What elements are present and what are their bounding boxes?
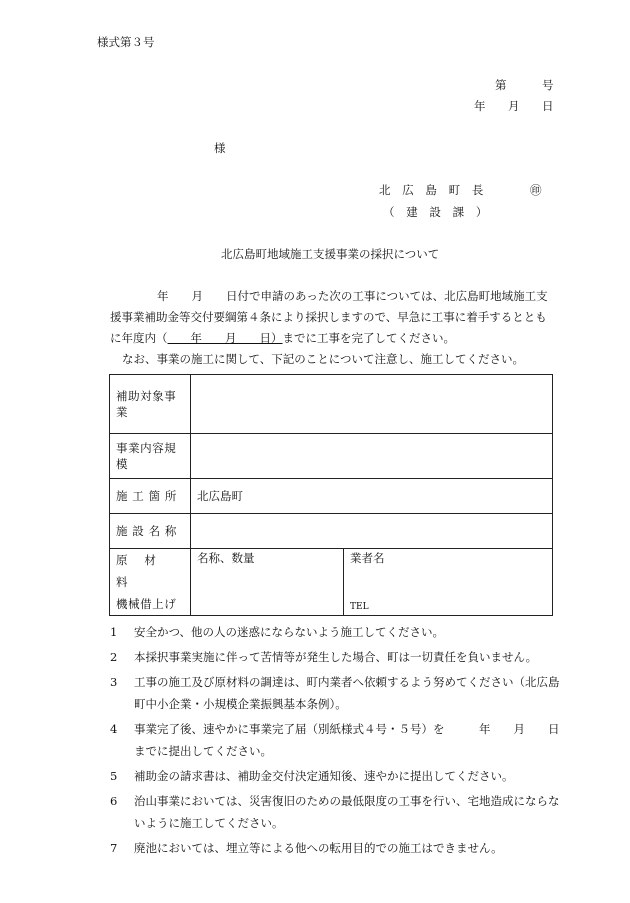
seal-mark: ㊞ (530, 183, 542, 197)
date-month: 月 (508, 99, 520, 113)
note-text: 本採択事業実施に伴って苦情等が発生した場合、町は一切責任を負いません。 (134, 650, 538, 664)
note-number: 1 (110, 625, 118, 639)
name-quantity-cell[interactable] (191, 549, 344, 616)
subsidy-target-label: 補助対象事業 (110, 375, 191, 434)
table-row (110, 514, 553, 549)
note-number: 2 (110, 650, 118, 664)
issuer-name: 北 広 島 町 長 (379, 183, 488, 197)
note-text: 治山事業においては、災害復旧のための最低限度の工事を行い、宅地造成にならないように施工してください。 (134, 794, 560, 830)
body-line-3-pre: に年度内（ (110, 331, 168, 345)
vendor-header: 業者名 (350, 551, 385, 565)
body-line-4: なお、事業の施工に関して、下記のことについて注意し、施工してください。 (122, 352, 525, 366)
document-title: 北広島町地域施工支援事業の採択について (221, 247, 440, 261)
addressee-suffix: 様 (214, 141, 226, 155)
notes-list (110, 621, 570, 862)
name-quantity-header: 名称、数量 (197, 551, 255, 565)
note-text: 安全かつ、他の人の迷惑にならないよう施工してください。 (134, 625, 445, 639)
project-info-table (109, 374, 553, 616)
body-line-3 (110, 328, 566, 349)
table-row (110, 434, 553, 479)
completion-day: 日） (259, 331, 283, 345)
note-number: 5 (110, 769, 118, 783)
materials-label: 原 材 料 (116, 553, 173, 589)
construction-site-value[interactable]: 北広島町 (191, 479, 553, 514)
tel-label: TEL (350, 602, 369, 612)
completion-date-underlined (168, 331, 283, 345)
doc-number-prefix: 第 (495, 78, 507, 92)
materials-equipment-label (110, 549, 191, 616)
note-text: 事業完了後、速やかに事業完了届（別紙様式４号・５号）を 年 月 日までに提出してください。 (134, 722, 560, 758)
note-number: 6 (110, 794, 118, 808)
list-item (110, 718, 570, 762)
list-item (110, 790, 570, 834)
note-number: 3 (110, 675, 118, 689)
table-row (110, 479, 553, 514)
body-line-2: 援事業補助金等交付要綱第４条により採択しますので、早急に工事に着手するととも (110, 310, 547, 324)
completion-month: 月 (225, 331, 237, 345)
date-year: 年 (474, 99, 486, 113)
note-text: 補助金の請求書は、補助金交付決定通知後、速やかに提出してください。 (134, 769, 514, 783)
project-scale-field[interactable] (191, 434, 553, 479)
vendor-cell[interactable] (344, 549, 553, 616)
list-item (110, 765, 570, 787)
facility-name-label: 施 設 名 称 (110, 514, 191, 549)
issuer-department: （ 建 設 課 ） (383, 205, 492, 219)
project-scale-label: 事業内容規模 (110, 434, 191, 479)
form-number: 様式第３号 (97, 35, 155, 49)
body-paragraph (110, 286, 566, 370)
note-number: 7 (110, 841, 118, 855)
construction-site-label: 施 工 箇 所 (110, 479, 191, 514)
note-number: 4 (110, 722, 118, 736)
doc-number-suffix: 号 (542, 78, 554, 92)
list-item (110, 621, 570, 643)
body-line-1: 年 月 日付で申請のあった次の工事については、北広島町地域施工支 (157, 289, 548, 303)
table-row (110, 375, 553, 434)
body-line-3-post: までに工事を完了してください。 (282, 331, 455, 345)
subsidy-target-field[interactable] (191, 375, 553, 434)
table-row (110, 549, 553, 616)
note-text: 工事の施工及び原材料の調達は、町内業者へ依頼するよう努めてください（北広島町中小企業・小規模企業振興基本条例）。 (134, 675, 560, 711)
facility-name-field[interactable] (191, 514, 553, 549)
equipment-label: 機械借上げ (116, 597, 177, 611)
date-day: 日 (542, 99, 554, 113)
list-item (110, 646, 570, 668)
list-item (110, 671, 570, 715)
list-item (110, 837, 570, 859)
completion-year: 年 (190, 331, 202, 345)
note-text: 廃池においては、埋立等による他への転用目的での施工はできません。 (134, 841, 503, 855)
